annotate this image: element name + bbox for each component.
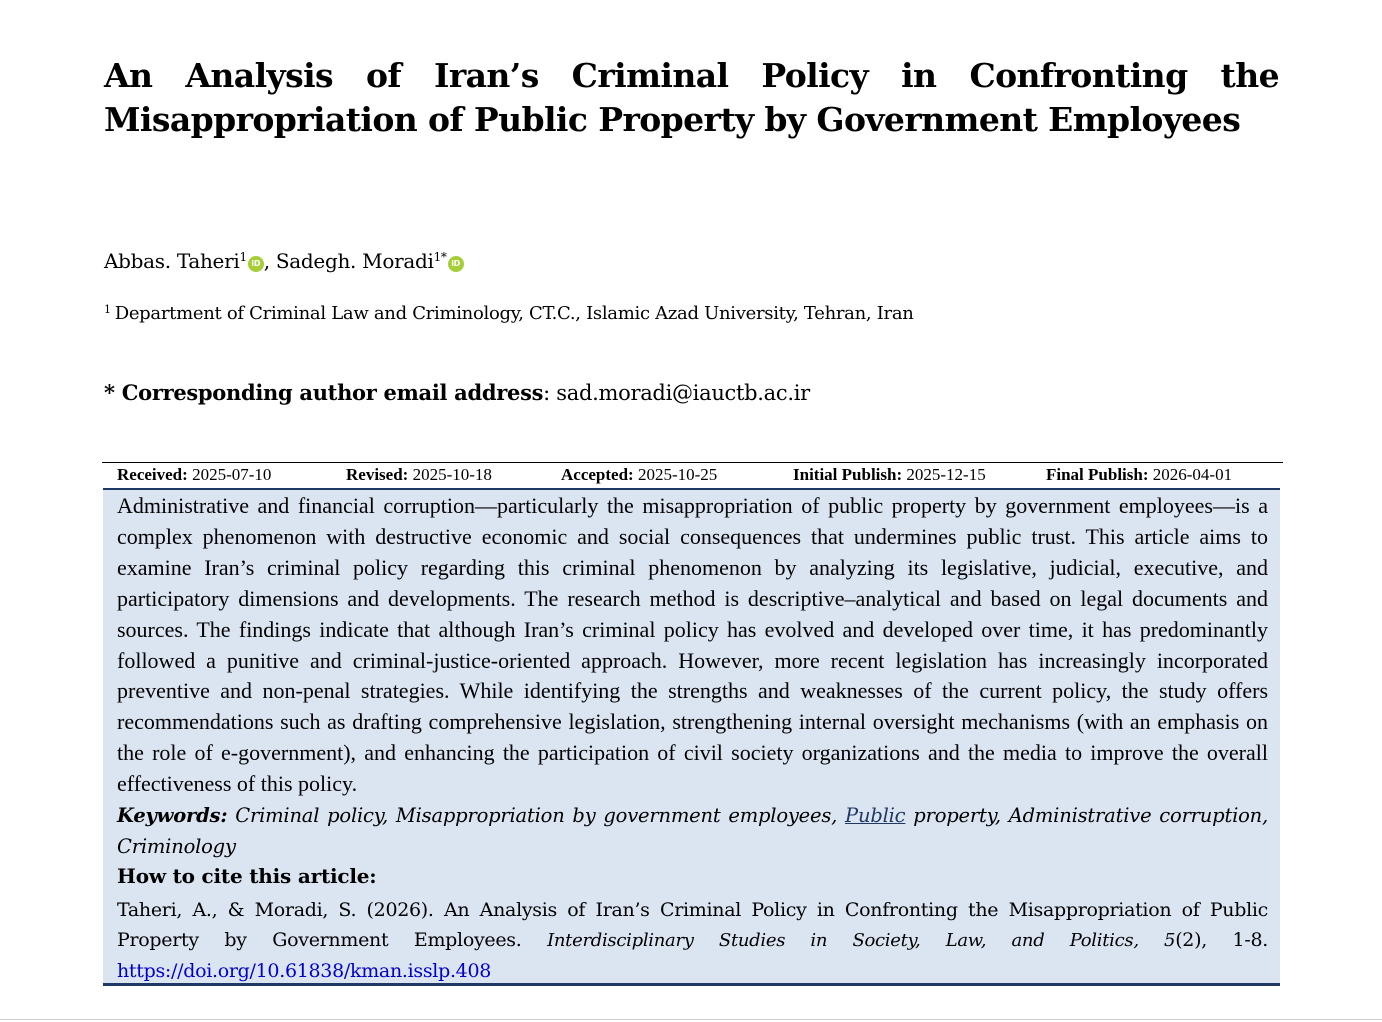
date-label: Revised: [346,465,409,484]
date-value: 2025-10-18 [412,465,492,484]
keywords [117,800,1268,862]
dates-top-rule [102,462,1283,463]
corresponding-email[interactable]: sad.moradi@iauctb.ac.ir [556,381,810,405]
title-line-2: Misappropriation of Public Property by Government Employees [104,100,1241,139]
title-line-1: An Analysis of Iran’s Criminal Policy in Confronting the [104,56,1279,95]
affiliation [104,303,914,324]
cite-heading: How to cite this article: [117,864,377,888]
date-value: 2025-12-15 [906,465,986,484]
keyword-underlined: Public [845,804,906,827]
doi-link[interactable]: https://doi.org/10.61838/kman.isslp.408 [117,960,492,982]
keywords-list-rest: property, Administrative corruption, Criminology [117,804,1269,858]
orcid-icon[interactable]: iD [448,256,464,272]
author-affiliation-mark: 1 [239,250,247,264]
date-received [117,464,271,486]
author-name: Sadegh. Moradi [275,249,434,273]
corresponding-separator: : [543,381,557,405]
abstract-text: Administrative and financial corruption—particularly the misappropriation of public property by government employees—is a complex phenomenon with destructive economic and social consequences that undermines public trust. This article aims to examine Iran’s criminal policy regarding this criminal phenomenon by analyzing its legislative, judicial, executive, and participatory dimensions and developments. The research method is descriptive–analytical and based on legal documents and sources. The findings indicate that although Iran’s criminal policy has evolved and developed over time, it has predominantly followed a punitive and criminal-justice-oriented approach. However, more recent legislation has increasingly incorporated preventive and non-penal strategies. While identifying the strengths and weaknesses of the current policy, the study offers recommendations such as drafting comprehensive legislation, strengthening internal oversight mechanisms (with an emphasis on the role of e-government), and enhancing the participation of civil society organizations and the media to improve the overall effectiveness of this policy. [117,493,1268,797]
date-label: Received: [117,465,188,484]
affiliation-text: Department of Criminal Law and Criminology, CT.C., Islamic Azad University, Tehran, Iran [114,303,914,324]
author-list [104,249,464,273]
date-label: Initial Publish: [793,465,903,484]
date-initial-publish [793,464,986,486]
citation-journal: Interdisciplinary Studies in Society, Law, and Politics, 5 [547,930,1176,951]
article-title [104,54,1279,142]
author-affiliation-mark: 1* [433,250,447,264]
affiliation-number: 1 [104,303,111,316]
keywords-label: Keywords: [117,804,228,827]
corresponding-author [104,380,810,405]
date-value: 2025-07-10 [192,465,272,484]
date-value: 2025-10-25 [637,465,718,484]
citation-text [117,895,1268,986]
author-separator: , [263,249,276,273]
citation-reference: Taheri, A., & Moradi, S. (2026). An Analysis of Iran’s Criminal Policy in Confronting the Misappropriation of Public Property by Government Employees. [117,899,1268,951]
corresponding-label: * Corresponding author email address [104,380,544,405]
date-label: Accepted: [561,465,634,484]
publication-dates [117,464,1267,488]
author-name: Abbas. Taheri [104,249,240,273]
date-value: 2026-04-01 [1152,465,1233,484]
citation-issue: (2), 1-8. [1175,929,1268,951]
page-bottom-edge [0,1019,1382,1020]
date-final-publish [1046,464,1232,486]
date-label: Final Publish: [1046,465,1149,484]
date-accepted [561,464,717,486]
orcid-icon[interactable]: iD [248,256,264,272]
keywords-list: Criminal policy, Misappropriation by government employees, [235,804,838,827]
date-revised [346,464,492,486]
